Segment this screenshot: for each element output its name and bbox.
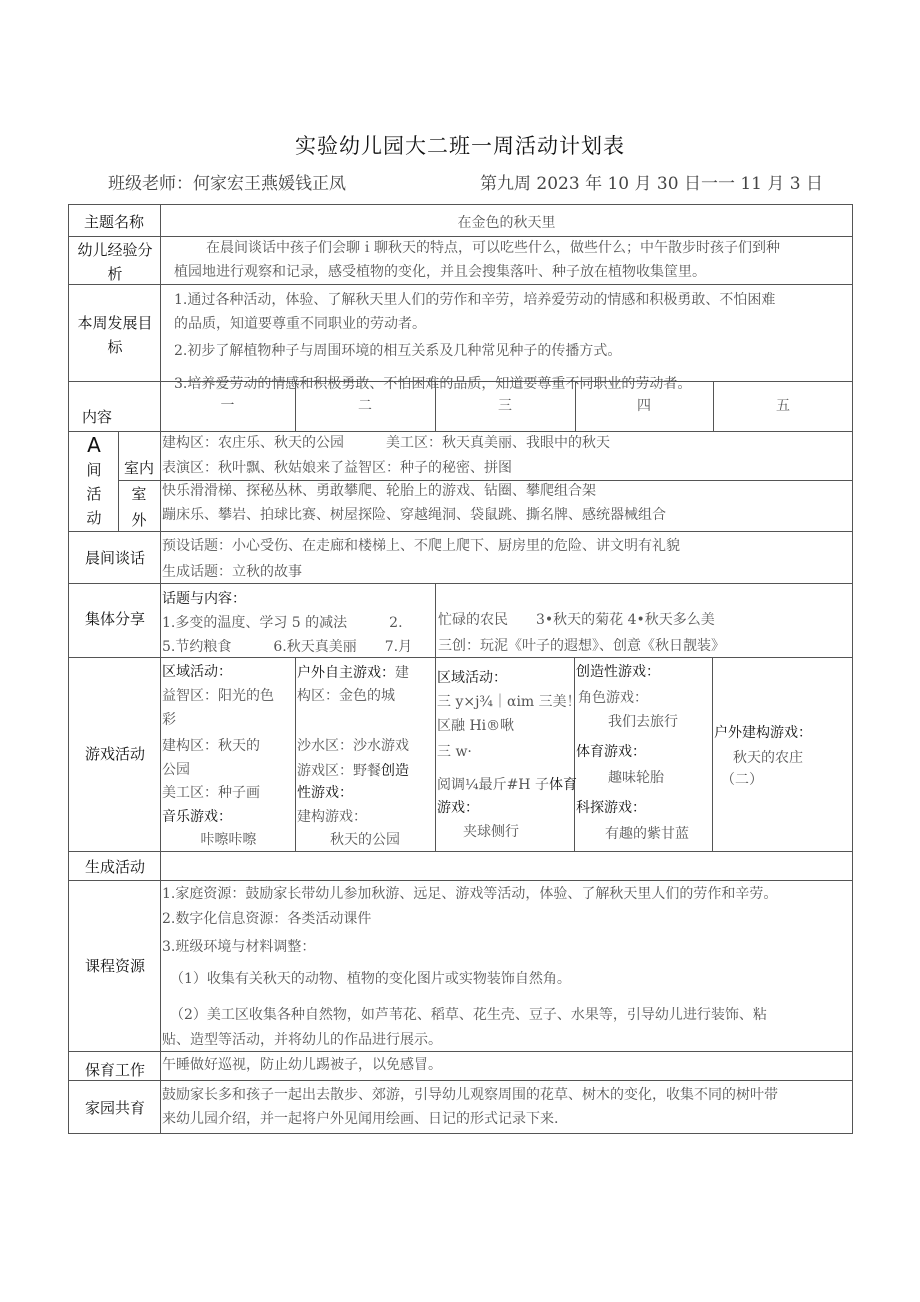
row-divider [68,531,853,532]
home-line: 鼓励家长多和孩子一起出去散步、郊游，引导幼儿观察周围的花草、树木的变化，收集不同的树叶带 [162,1087,778,1103]
label-resources: 课程资源 [84,957,145,975]
goal-line: 的品质，知道要尊重不同职业的劳动者。 [174,316,426,332]
resource-line: （2）美工区收集各种自然物，如芦苇花、稻草、花生壳、豆子、水果等，引导幼儿进行装饰、粘 [170,1007,767,1023]
row-divider [68,1080,853,1081]
label-a-1: 间 [86,461,102,479]
game-col4-role-item: 我们去旅行 [608,714,678,730]
day-header: 二 [358,398,372,414]
game-col3-row [437,772,577,797]
game-col1-item: 咔嚓咔嚓 [200,832,257,848]
game-col2-row [297,758,409,783]
game-col4-role: 角色游戏： [578,690,648,706]
resource-line: 贴、造型等活动，并将幼儿的作品进行展示。 [162,1032,442,1048]
game-col4-pe: 体育游戏： [576,744,646,760]
game-col3-pe-cont: 游戏： [437,800,479,816]
label-morning-talk: 晨间谈话 [84,549,145,567]
share-right-line: 三创：玩泥《叶子的遐想》、创意《秋日靓装》 [438,638,725,654]
share-line: 5.节约粮食 6.秋天真美丽 7.月 [162,639,413,655]
game-col1-line: 益智区：阳光的色 [162,688,274,704]
resource-line: 3.班级环境与材料调整： [162,939,316,955]
row-divider [68,880,853,881]
day-header: 四 [637,398,651,414]
morning-talk-line: 预设话题：小心受伤、在走廊和楼梯上、不爬上爬下、厨房里的危险、讲文明有礼貌 [162,538,680,554]
share-line: 1.多变的温度、学习 5 的减法 2. [162,615,403,631]
game-col2-line: 构区：金色的城 [297,688,395,704]
label-goals-cont: 标 [107,338,123,356]
indoor-line: 建构区：农庄乐、秋天的公园 美工区：秋天真美丽、我眼中的秋天 [162,435,610,451]
label-goals: 本周发展目 [77,314,153,332]
page-title: 实验幼儿园大二班一周活动计划表 [295,134,625,158]
game-col5-item: （二） [721,772,763,788]
label-experience: 幼儿经验分 [77,241,153,259]
game-col3-heading: 区域活动： [437,670,507,686]
game-col2-create: 创造 [381,763,409,779]
label-experience-cont: 析 [107,265,123,283]
game-col4-sci-item: 有趣的紫甘蓝 [605,826,689,842]
game-col2-line: 游戏区：野餐 [297,763,381,779]
care-value: 午睡做好巡视，防止幼儿踢被子，以免感冒。 [162,1057,442,1073]
label-games: 游戏活动 [84,745,145,763]
goal-line: 1.通过各种活动，体验、了解秋天里人们的劳作和辛劳，培养爱劳动的情感和积极勇敢、不怕困难 [174,292,776,308]
outdoor-line: 快乐滑滑梯、探秘丛林、勇敢攀爬、轮胎上的游戏、钻圈、攀爬组合架 [162,483,596,499]
share-heading: 话题与内容： [162,591,246,607]
game-col1-heading: 区域活动： [162,664,232,680]
game-col3-pe: 体育 [548,777,577,793]
game-col3-line: 区融 Hi®啾 [437,718,515,734]
game-col4-heading: 创造性游戏： [576,664,660,680]
day-header: 一 [220,398,235,414]
game-col5-heading: 户外建构游戏： [714,725,812,741]
game-col2-heading: 户外自主游戏： [297,665,395,681]
game-col4-pe-item: 趣味轮胎 [608,770,664,786]
game-col3-item: 夹球侧行 [463,824,519,840]
game-col2-heading-tail: 建 [395,665,409,681]
game-col2-line: 沙水区：沙水游戏 [297,738,409,754]
game-col3-line: 三 w· [437,744,472,760]
game-col1-line: 建构区：秋天的 [162,738,260,754]
share-right-line: 忙碌的农民 3•秋天的菊花 4•秋天多么美 [438,612,715,628]
day-header: 五 [776,398,790,414]
label-outdoor-cont: 外 [131,511,147,529]
label-a-3: 动 [86,509,102,527]
game-divider [295,657,296,851]
label-care: 保育工作 [84,1061,145,1079]
game-col2-create-cont: 性游戏： [297,785,353,801]
game-col5-item: 秋天的农庄 [733,750,803,766]
game-col2-sub: 建构游戏： [297,809,367,825]
home-line: 来幼儿园介绍，并一起将户外见闻用绘画、日记的形式记录下来. [162,1111,559,1127]
experience-line: 在晨间谈话中孩子们会聊ｉ聊秋天的特点，可以吃些什么，做些什么；中午散步时孩子们到种 [206,240,780,256]
label-a-2: 活 [86,485,102,503]
label-home: 家园共育 [84,1099,145,1117]
morning-talk-line: 生成话题：立秋的故事 [162,564,302,580]
label-indoor: 室内 [123,459,154,477]
game-col2-item: 秋天的公园 [330,832,400,848]
goal-line: 3.培养爱劳动的情感和积极勇敢、不怕困难的品质，知道要尊重不同职业的劳动者。 [174,376,692,392]
game-col1-heading2: 音乐游戏： [162,809,232,825]
label-content: 内容 [81,408,112,426]
share-divider [435,583,436,657]
indoor-line: 表演区：秋叶飘、秋姑娘来了益智区：种子的秘密、拼图 [162,460,512,476]
resource-line: （1）收集有关秋天的动物、植物的变化图片或实物装饰自然角。 [170,971,571,987]
label-theme: 主题名称 [83,213,144,231]
goals-cell [161,285,852,392]
resource-line: 2.数字化信息资源：各类活动课件 [162,911,372,927]
goal-line: 2.初步了解植物种子与周围环境的相互关系及几种常见种子的传播方式。 [174,343,622,359]
outdoor-line: 蹦床乐、攀岩、拍球比赛、树屋探险、穿越绳洞、袋鼠跳、撕名牌、感统器械组合 [162,507,666,523]
game-col2-heading-row [297,660,409,685]
resource-line: 1.家庭资源：鼓励家长带幼儿参加秋游、远足、游戏等活动，体验、了解秋天里人们的劳作和辛劳。 [162,886,778,902]
game-col3-line: 三 y×j¾｜αim 三美！ [437,694,581,710]
game-col1-line: 公园 [162,762,190,778]
teachers-line: 班级老师：何家宏王燕媛钱正凤 [108,174,346,194]
theme-value: 在金色的秋天里 [457,215,556,231]
game-col4-sci: 科探游戏： [576,800,646,816]
week-line: 第九周 2023 年 10 月 30 日一一 11 月 3 日 [480,174,824,194]
game-col1-line: 彩 [162,712,176,728]
game-col3-line: 阅调¼最斤#H 子 [437,777,549,793]
day-header: 三 [498,398,512,414]
label-a-mark: A [87,433,101,457]
label-generated: 生成活动 [84,858,145,876]
game-col1-line: 美工区：种子画 [162,785,260,801]
label-group-share: 集体分享 [84,610,145,628]
label-outdoor: 室 [131,485,147,503]
experience-line: 植园地进行观察和记录，感受植物的变化，并且会搜集落叶、种子放在植物收集筐里。 [174,264,706,280]
